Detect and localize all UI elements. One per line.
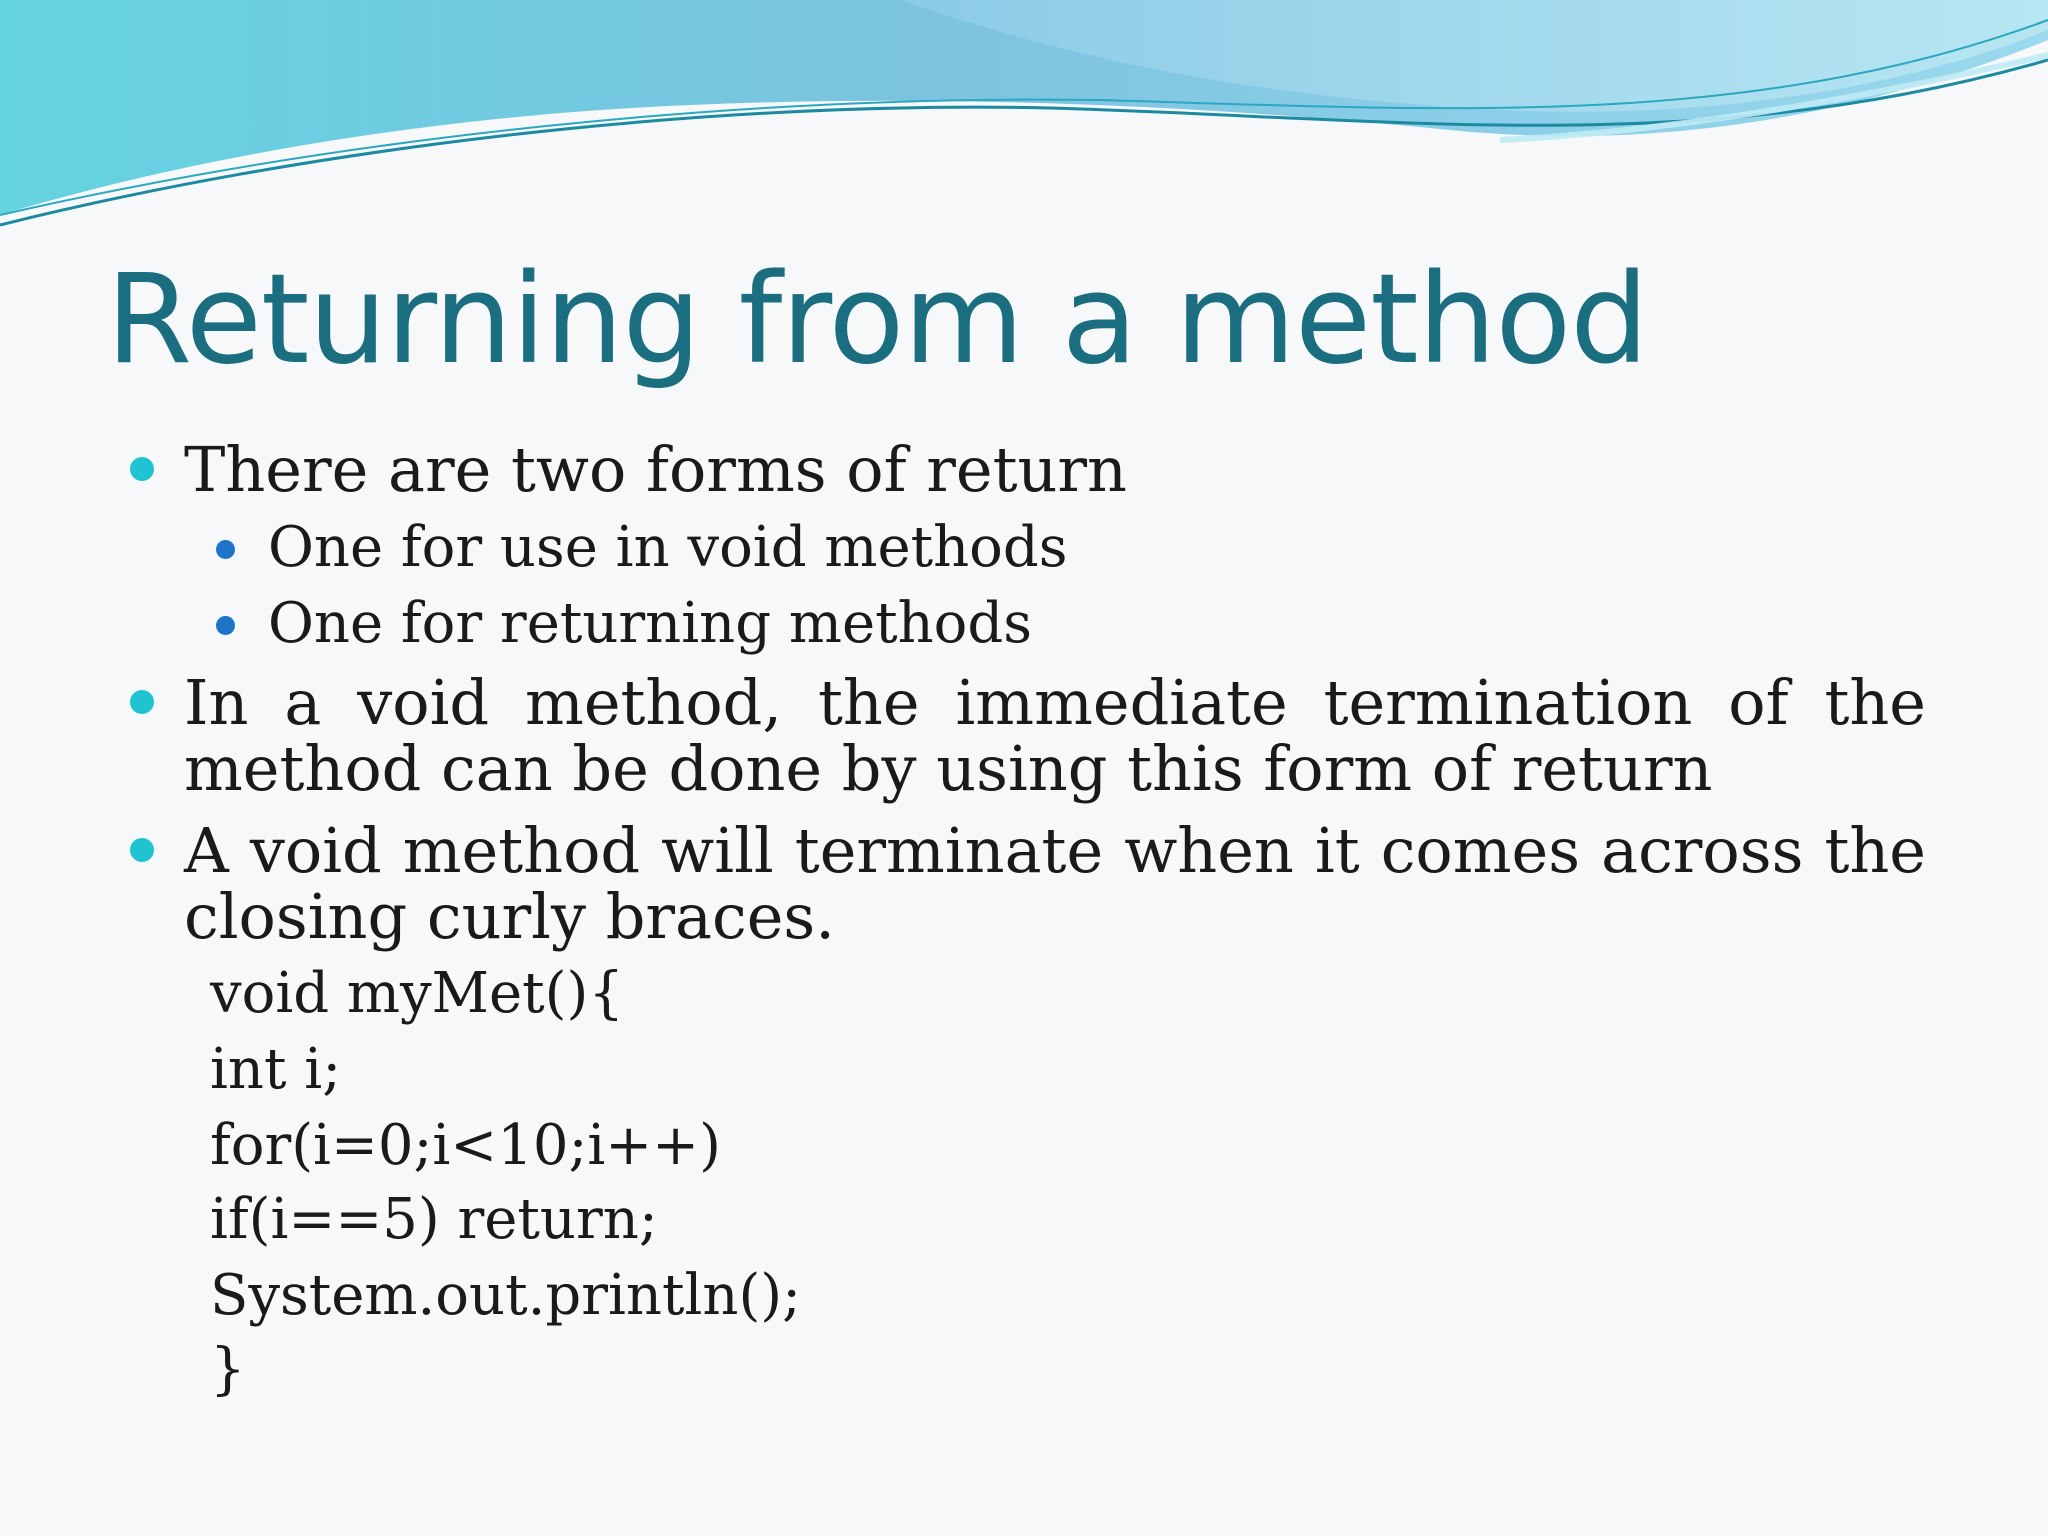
bullet-dot <box>130 690 154 714</box>
bullet-text: In a void method, the immediate termination of the method can be done by using this form of return <box>184 666 1926 805</box>
code-line: if(i==5) return; <box>210 1187 658 1252</box>
slide-title: Returning from a method <box>106 248 1648 392</box>
code-line: void myMet(){ <box>210 961 624 1026</box>
sub-bullet-dot <box>216 616 235 635</box>
code-line: for(i=0;i<10;i++) <box>210 1113 721 1178</box>
code-line: int i; <box>210 1037 342 1102</box>
bullet-text: A void method will terminate when it comes across the closing curly braces. <box>184 814 1926 953</box>
bullet-text: There are two forms of return <box>184 433 1127 506</box>
sub-bullet-text: One for use in void methods <box>268 515 1068 580</box>
bullet-dot <box>130 457 154 481</box>
code-line: System.out.println(); <box>210 1263 802 1328</box>
code-line: } <box>210 1337 246 1402</box>
header-wave-decoration <box>0 0 2048 260</box>
sub-bullet-text: One for returning methods <box>268 591 1032 656</box>
bullet-dot <box>130 838 154 862</box>
sub-bullet-dot <box>216 540 235 559</box>
